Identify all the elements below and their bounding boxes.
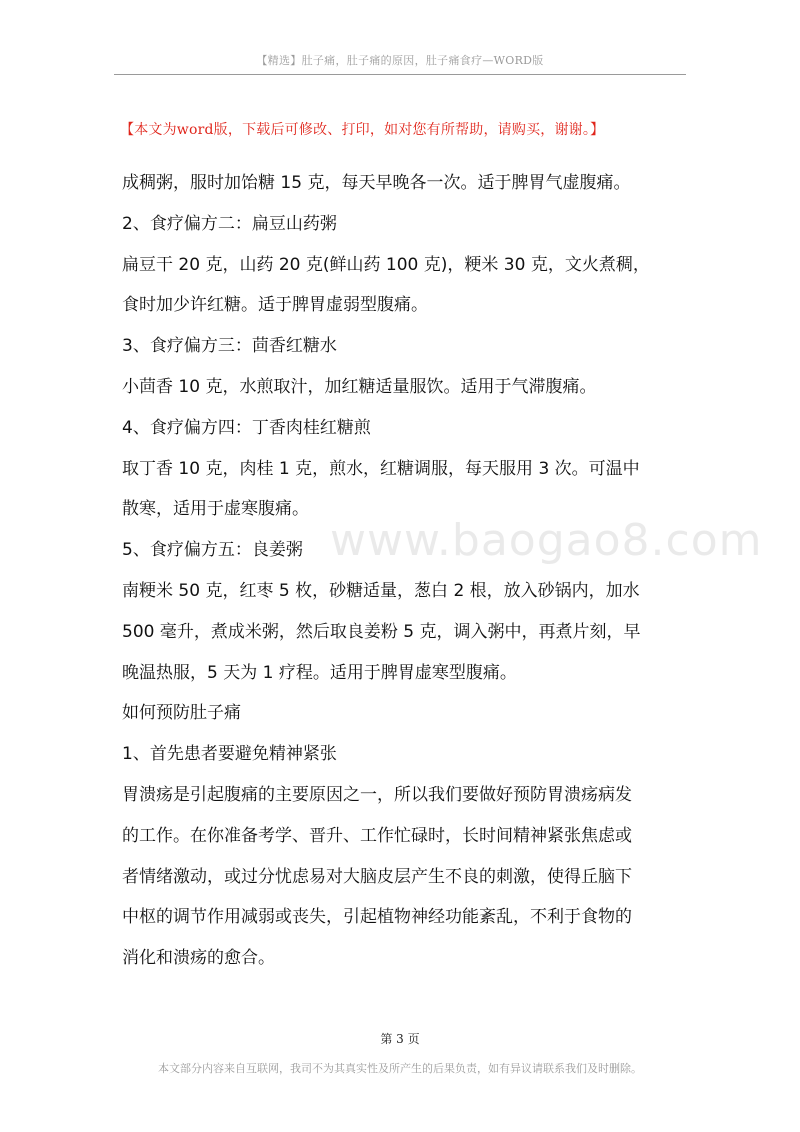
page-header: 【精选】肚子痛，肚子痛的原因，肚子痛食疗—WORD版 (256, 54, 544, 67)
section-heading: 2、食疗偏方二：扁豆山药粥 (122, 213, 337, 234)
body-line: 胃溃疡是引起腹痛的主要原因之一，所以我们要做好预防胃溃疡病发 (122, 784, 632, 805)
body-line: 者情绪激动，或过分忧虑易对大脑皮层产生不良的刺激，使得丘脑下 (122, 866, 632, 887)
section-heading: 如何预防肚子痛 (122, 703, 241, 724)
document-body (122, 163, 702, 979)
body-line: 散寒，适用于虚寒腹痛。 (122, 499, 309, 520)
section-heading: 4、食疗偏方四：丁香肉桂红糖煎 (122, 417, 371, 438)
body-line: 取丁香 10 克，肉桂 1 克，煎水，红糖调服，每天服用 3 次。可温中 (122, 458, 640, 479)
body-line: 晚温热服，5 天为 1 疗程。适用于脾胃虚寒型腹痛。 (122, 662, 517, 683)
body-line: 食时加少许红糖。适于脾胃虚弱型腹痛。 (122, 295, 428, 316)
section-heading: 3、食疗偏方三：茴香红糖水 (122, 336, 337, 357)
body-line: 的工作。在你准备考学、晋升、工作忙碌时，长时间精神紧张焦虑或 (122, 825, 632, 846)
body-line: 中枢的调节作用减弱或丧失，引起植物神经功能紊乱，不利于食物的 (122, 907, 632, 928)
header-divider (114, 74, 686, 75)
body-line: 500 毫升，煮成米粥，然后取良姜粉 5 克，调入粥中，再煮片刻，早 (122, 621, 641, 642)
body-line: 成稠粥，服时加饴糖 15 克，每天早晚各一次。适于脾胃气虚腹痛。 (122, 173, 631, 193)
watermark: www.baogao8.com (330, 515, 763, 566)
body-line: 消化和溃疡的愈合。 (122, 948, 275, 969)
page-number: 第 3 页 (380, 1032, 420, 1046)
body-line: 扁豆干 20 克，山药 20 克(鲜山药 100 克)，粳米 30 克，文火煮稠， (122, 254, 650, 275)
purchase-notice: 【本文为word版，下载后可修改、打印，如对您有所帮助，请购买，谢谢。】 (120, 122, 605, 138)
footer-disclaimer: 本文部分内容来自互联网，我司不为其真实性及所产生的后果负责，如有异议请联系我们及时删除。 (158, 1062, 642, 1075)
section-heading: 1、首先患者要避免精神紧张 (122, 744, 337, 765)
body-line: 南粳米 50 克，红枣 5 枚，砂糖适量，葱白 2 根，放入砂锅内，加水 (122, 580, 640, 601)
section-heading: 5、食疗偏方五：良姜粥 (122, 540, 303, 561)
body-line: 小茴香 10 克，水煎取汁，加红糖适量服饮。适用于气滞腹痛。 (122, 376, 597, 397)
